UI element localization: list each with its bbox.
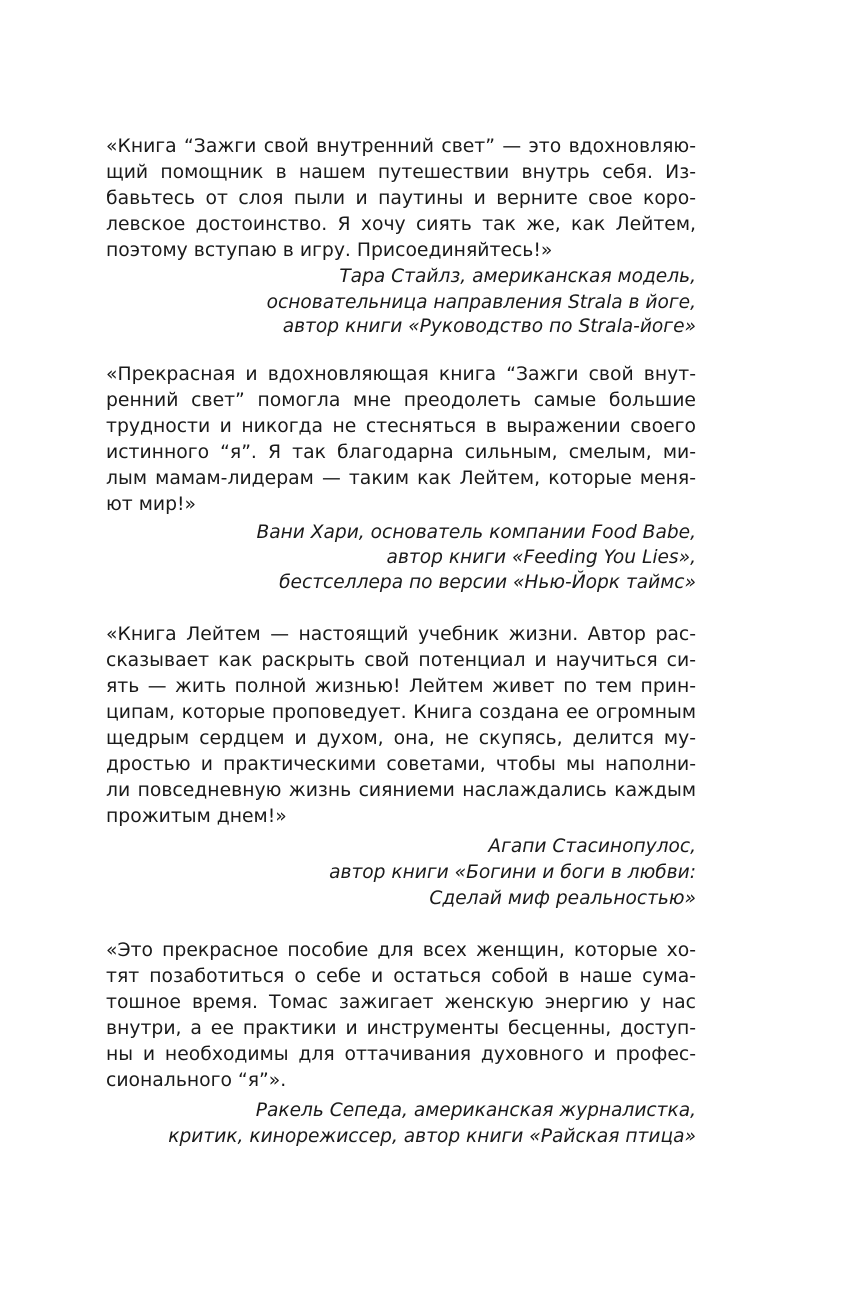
quote-line: внутри, а ее практики и инструменты бесценны, доступ- bbox=[106, 1018, 696, 1039]
quote-line: дростью и практическими советами, чтобы мы наполни- bbox=[106, 754, 696, 775]
attribution-line: основательница направления Strala в йоге, bbox=[266, 292, 696, 313]
attribution-line: Сделай миф реальностью» bbox=[429, 888, 696, 909]
quote-line: трудности и никогда не стесняться в выражении своего bbox=[106, 416, 696, 437]
attribution-line: автор книги «Руководство по Strala-йоге» bbox=[282, 316, 696, 337]
quote-line: ять — жить полной жизнью! Лейтем живет по тем прин- bbox=[106, 676, 696, 697]
quote-line: щий помощник в нашем путешествии внутрь себя. Из- bbox=[106, 162, 696, 183]
attribution-line: Ракель Сепеда, американская журналистка, bbox=[255, 1100, 696, 1121]
quote-line: сказывает как раскрыть свой потенциал и научиться си- bbox=[106, 650, 696, 671]
quote-line: «Книга Лейтем — настоящий учебник жизни. Автор рас- bbox=[106, 624, 696, 645]
attribution-line: автор книги «Богини и боги в любви: bbox=[329, 862, 696, 883]
quote-line: поэтому вступаю в игру. Присоединяйтесь!» bbox=[106, 240, 553, 261]
quote-line: сионального “я”». bbox=[106, 1070, 287, 1091]
quote-line: тят позаботиться о себе и остаться собой в наше сума- bbox=[106, 966, 696, 987]
quote-line: ципам, которые проповедует. Книга создана ее огромным bbox=[106, 702, 696, 723]
quote-line: ны и необходимы для оттачивания духовного и профес- bbox=[106, 1044, 696, 1065]
quote-line: истинного “я”. Я так благодарна сильным, смелым, ми- bbox=[106, 442, 696, 463]
quote-line: «Это прекрасное пособие для всех женщин, которые хо- bbox=[106, 940, 696, 961]
attribution-line: Агапи Стасинопулос, bbox=[488, 836, 696, 857]
quote-line: щедрым сердцем и духом, она, не скупясь, делится му- bbox=[106, 728, 696, 749]
attribution-line: бестселлера по версии «Нью-Йорк таймс» bbox=[279, 572, 696, 593]
quote-line: прожитым днем!» bbox=[106, 806, 287, 827]
attribution-line: Вани Хари, основатель компании Food Babe, bbox=[256, 522, 696, 543]
quote-line: ли повседневную жизнь сияниеми наслаждались каждым bbox=[106, 780, 696, 801]
attribution-line: автор книги «Feeding You Lies», bbox=[386, 547, 696, 568]
quote-line: ют мир!» bbox=[106, 494, 197, 515]
quote-line: бавьтесь от слоя пыли и паутины и верните свое коро- bbox=[106, 188, 696, 209]
quote-line: лым мамам-лидерам — таким как Лейтем, которые меня- bbox=[106, 468, 696, 489]
quote-line: «Прекрасная и вдохновляющая книга “Зажги свой внут- bbox=[106, 364, 696, 385]
quote-line: левское достоинство. Я хочу сиять так же, как Лейтем, bbox=[106, 214, 696, 235]
attribution-line: Тара Стайлз, американская модель, bbox=[339, 266, 696, 287]
quote-line: ренний свет” помогла мне преодолеть самые большие bbox=[106, 390, 696, 411]
quote-line: «Книга “Зажги свой внутренний свет” — это вдохновляю- bbox=[106, 136, 696, 157]
quote-line: тошное время. Томас зажигает женскую энергию у нас bbox=[106, 992, 696, 1013]
attribution-line: критик, кинорежиссер, автор книги «Райская птица» bbox=[168, 1126, 696, 1147]
